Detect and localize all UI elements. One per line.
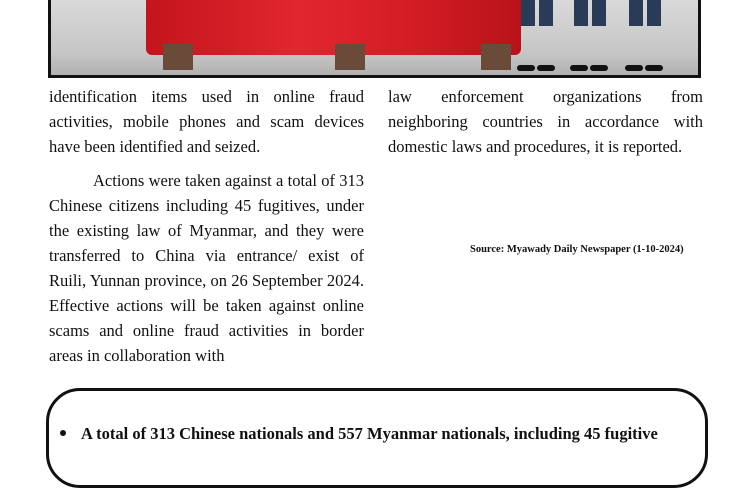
photo-person-leg [592, 0, 606, 26]
photo-boot [645, 65, 663, 71]
article-paragraph: law enforcement organizations from neighboring countries in accordance with domestic laws and procedures, it is reported. [388, 87, 703, 156]
photo-person-leg [521, 0, 535, 26]
photo-boot [537, 65, 555, 71]
article-paragraph: Actions were taken against a total of 313 Chinese citizens including 45 fugitives, under the existing law of Myanmar, and they were transferred to China via entrance/ exist of Ruili, Yunnan province, on 26 September 2024. Effective actions will be taken against online scams and online fraud activities in border areas in collaboration with [49, 171, 364, 365]
photo-floor [51, 53, 698, 75]
photo-table-leg [163, 44, 193, 70]
highlight-bullet [60, 424, 658, 444]
article-photo [48, 0, 701, 78]
article-right-column [388, 84, 703, 159]
source-citation: Source: Myawady Daily Newspaper (1-10-2024) [470, 244, 684, 255]
photo-boot [625, 65, 643, 71]
photo-table-leg [481, 44, 511, 70]
photo-red-table [146, 0, 521, 55]
photo-boot [590, 65, 608, 71]
highlight-bullet-text: A total of 313 Chinese nationals and 557 Myanmar nationals, including 45 fugitive [81, 424, 658, 443]
article-left-column [49, 84, 364, 368]
photo-person-leg [629, 0, 643, 26]
photo-person-leg [539, 0, 553, 26]
article-paragraph: identification items used in online fraud activities, mobile phones and scam devices have been identified and seized. [49, 87, 364, 156]
photo-boot [570, 65, 588, 71]
bullet-dot-icon [60, 430, 66, 436]
photo-table-leg [335, 44, 365, 70]
photo-boot [517, 65, 535, 71]
photo-person-leg [647, 0, 661, 26]
photo-person-leg [574, 0, 588, 26]
cropped-next-line [84, 453, 692, 460]
